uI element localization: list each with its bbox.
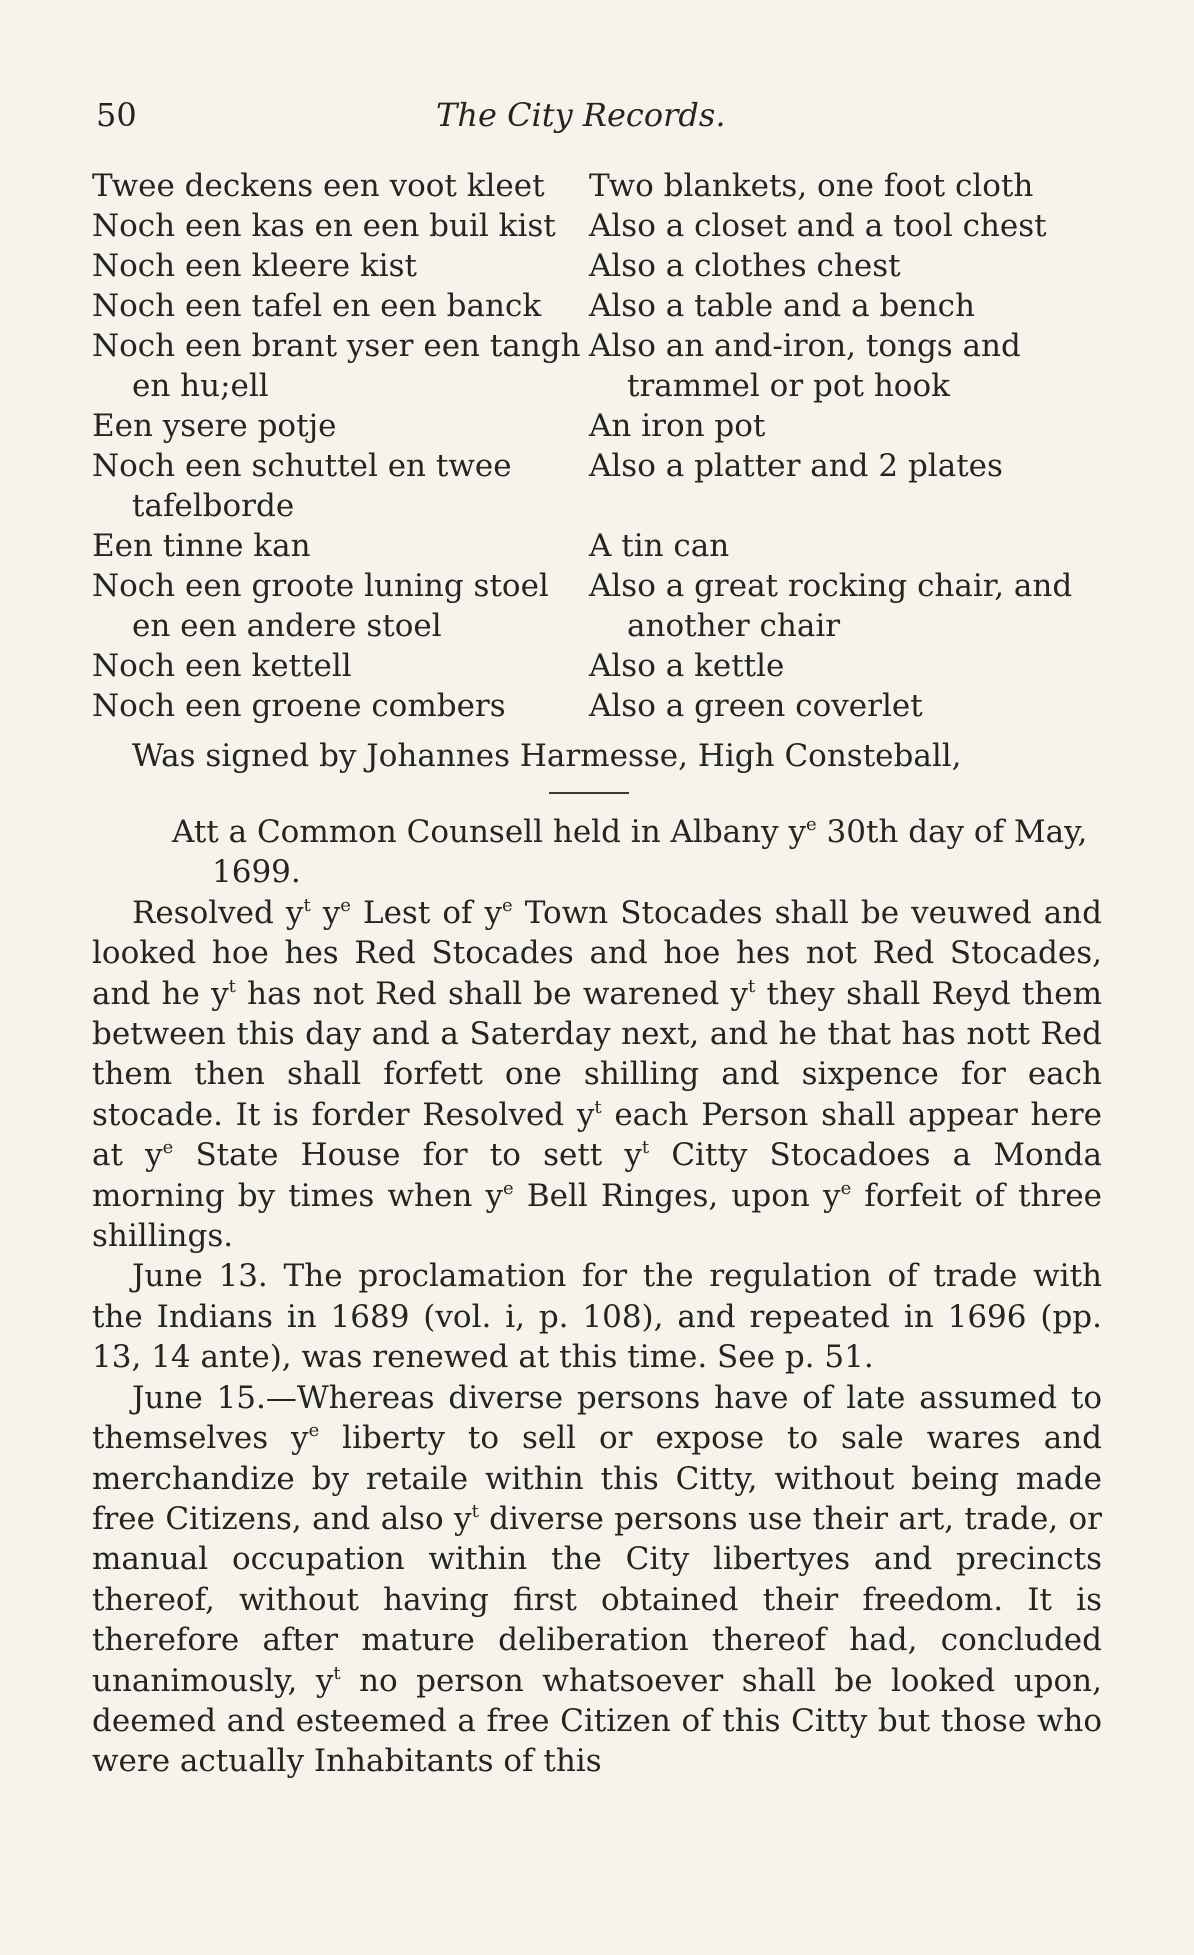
inventory-row xyxy=(92,206,1102,246)
dutch-item: Noch een groene combers xyxy=(92,688,506,724)
english-item: Also a platter and 2 plates xyxy=(589,448,1003,484)
dutch-item: Noch een schuttel en twee tafelborde xyxy=(92,448,512,524)
signature-line: Was signed by Johannes Harmesse, High Consteball, xyxy=(132,738,962,774)
inventory-row xyxy=(92,526,1102,566)
june-15-paragraph: June 15.—Whereas diverse persons have of late assumed to themselves $y^e$ liberty to sell or expose to sale wares and merchandize by retaile within this Citty, without being made free Citizens, and also $y^t$ diverse persons use their art, trade, or manual occupation within the City libertyes and precincts thereof, without having first obtained their freedom. It is therefore after mature deliberation thereof had, concluded unanimously, $y^t$ no person whatsoever shall be looked upon, deemed and esteemed a free Citizen of this Citty but those who were actually Inhabitants of this xyxy=(92,1379,1102,1780)
council-heading: Att a Common Counsell held in Albany $y^e$ 30th day of May, 1699. xyxy=(172,814,1088,891)
dutch-item: Een ysere potje xyxy=(92,408,337,444)
english-item: Two blankets, one foot cloth xyxy=(589,168,1034,204)
inventory-row xyxy=(92,646,1102,686)
english-item: Also a closet and a tool chest xyxy=(589,208,1047,244)
inventory-row xyxy=(92,166,1102,206)
english-item: Also a great rocking chair, and another chair xyxy=(589,568,1073,644)
inventory-row xyxy=(92,286,1102,326)
dutch-item: Noch een groote luning stoel en een andere stoel xyxy=(92,568,549,644)
inventory-row xyxy=(92,406,1102,446)
running-title: The City Records. xyxy=(436,96,726,134)
inventory-row xyxy=(92,566,1102,646)
dutch-item: Noch een tafel en een banck xyxy=(92,288,542,324)
inventory-row xyxy=(92,326,1102,406)
dutch-item: Twee deckens een voot kleet xyxy=(92,168,545,204)
english-item: Also an and-iron, tongs and trammel or pot hook xyxy=(589,328,1021,404)
dutch-item: Een tinne kan xyxy=(92,528,311,564)
english-item: An iron pot xyxy=(589,408,766,444)
dutch-item: Noch een kleere kist xyxy=(92,248,417,284)
june-13-paragraph: June 13. The proclamation for the regulation of trade with the Indians in 1689 (vol. i, p. 108), and repeated in 1696 (pp. 13, 14 ante), was renewed at this time. See p. 51. xyxy=(92,1258,1102,1376)
page-number: 50 xyxy=(96,96,137,134)
inventory-row xyxy=(92,246,1102,286)
inventory-list xyxy=(92,166,1102,726)
english-item: Also a clothes chest xyxy=(589,248,901,284)
english-item: Also a green coverlet xyxy=(589,688,923,724)
inventory-row xyxy=(92,686,1102,726)
dutch-item: Noch een kettell xyxy=(92,648,352,684)
dutch-item: Noch een brant yser een tangh en hu;ell xyxy=(92,328,581,404)
english-item: A tin can xyxy=(589,528,730,564)
english-item: Also a kettle xyxy=(589,648,785,684)
inventory-row xyxy=(92,446,1102,526)
body-text xyxy=(92,812,1102,1782)
dutch-item: Noch een kas en een buil kist xyxy=(92,208,556,244)
section-divider xyxy=(549,792,629,794)
page-header xyxy=(96,96,1074,140)
resolved-paragraph: Resolved $y^t$ $y^e$ Lest of $y^e$ Town Stocades shall be veuwed and looked hoe hes Red Stocades and hoe hes not Red Stocades, and he $y^t$ has not Red shall be warened $y^t$ they shall Reyd them between this day and a Saterday next, and he that has nott Red them then shall forfett one shilling and sixpence for each stocade. It is forder Resolved $y^t$ each Person shall appear here at $y^e$ State House for to sett $y^t$ Citty Stocadoes a Monda morning by times when $y^e$ Bell Ringes, upon $y^e$ forfeit of three shillings. xyxy=(92,894,1103,1255)
english-item: Also a table and a bench xyxy=(589,288,975,324)
